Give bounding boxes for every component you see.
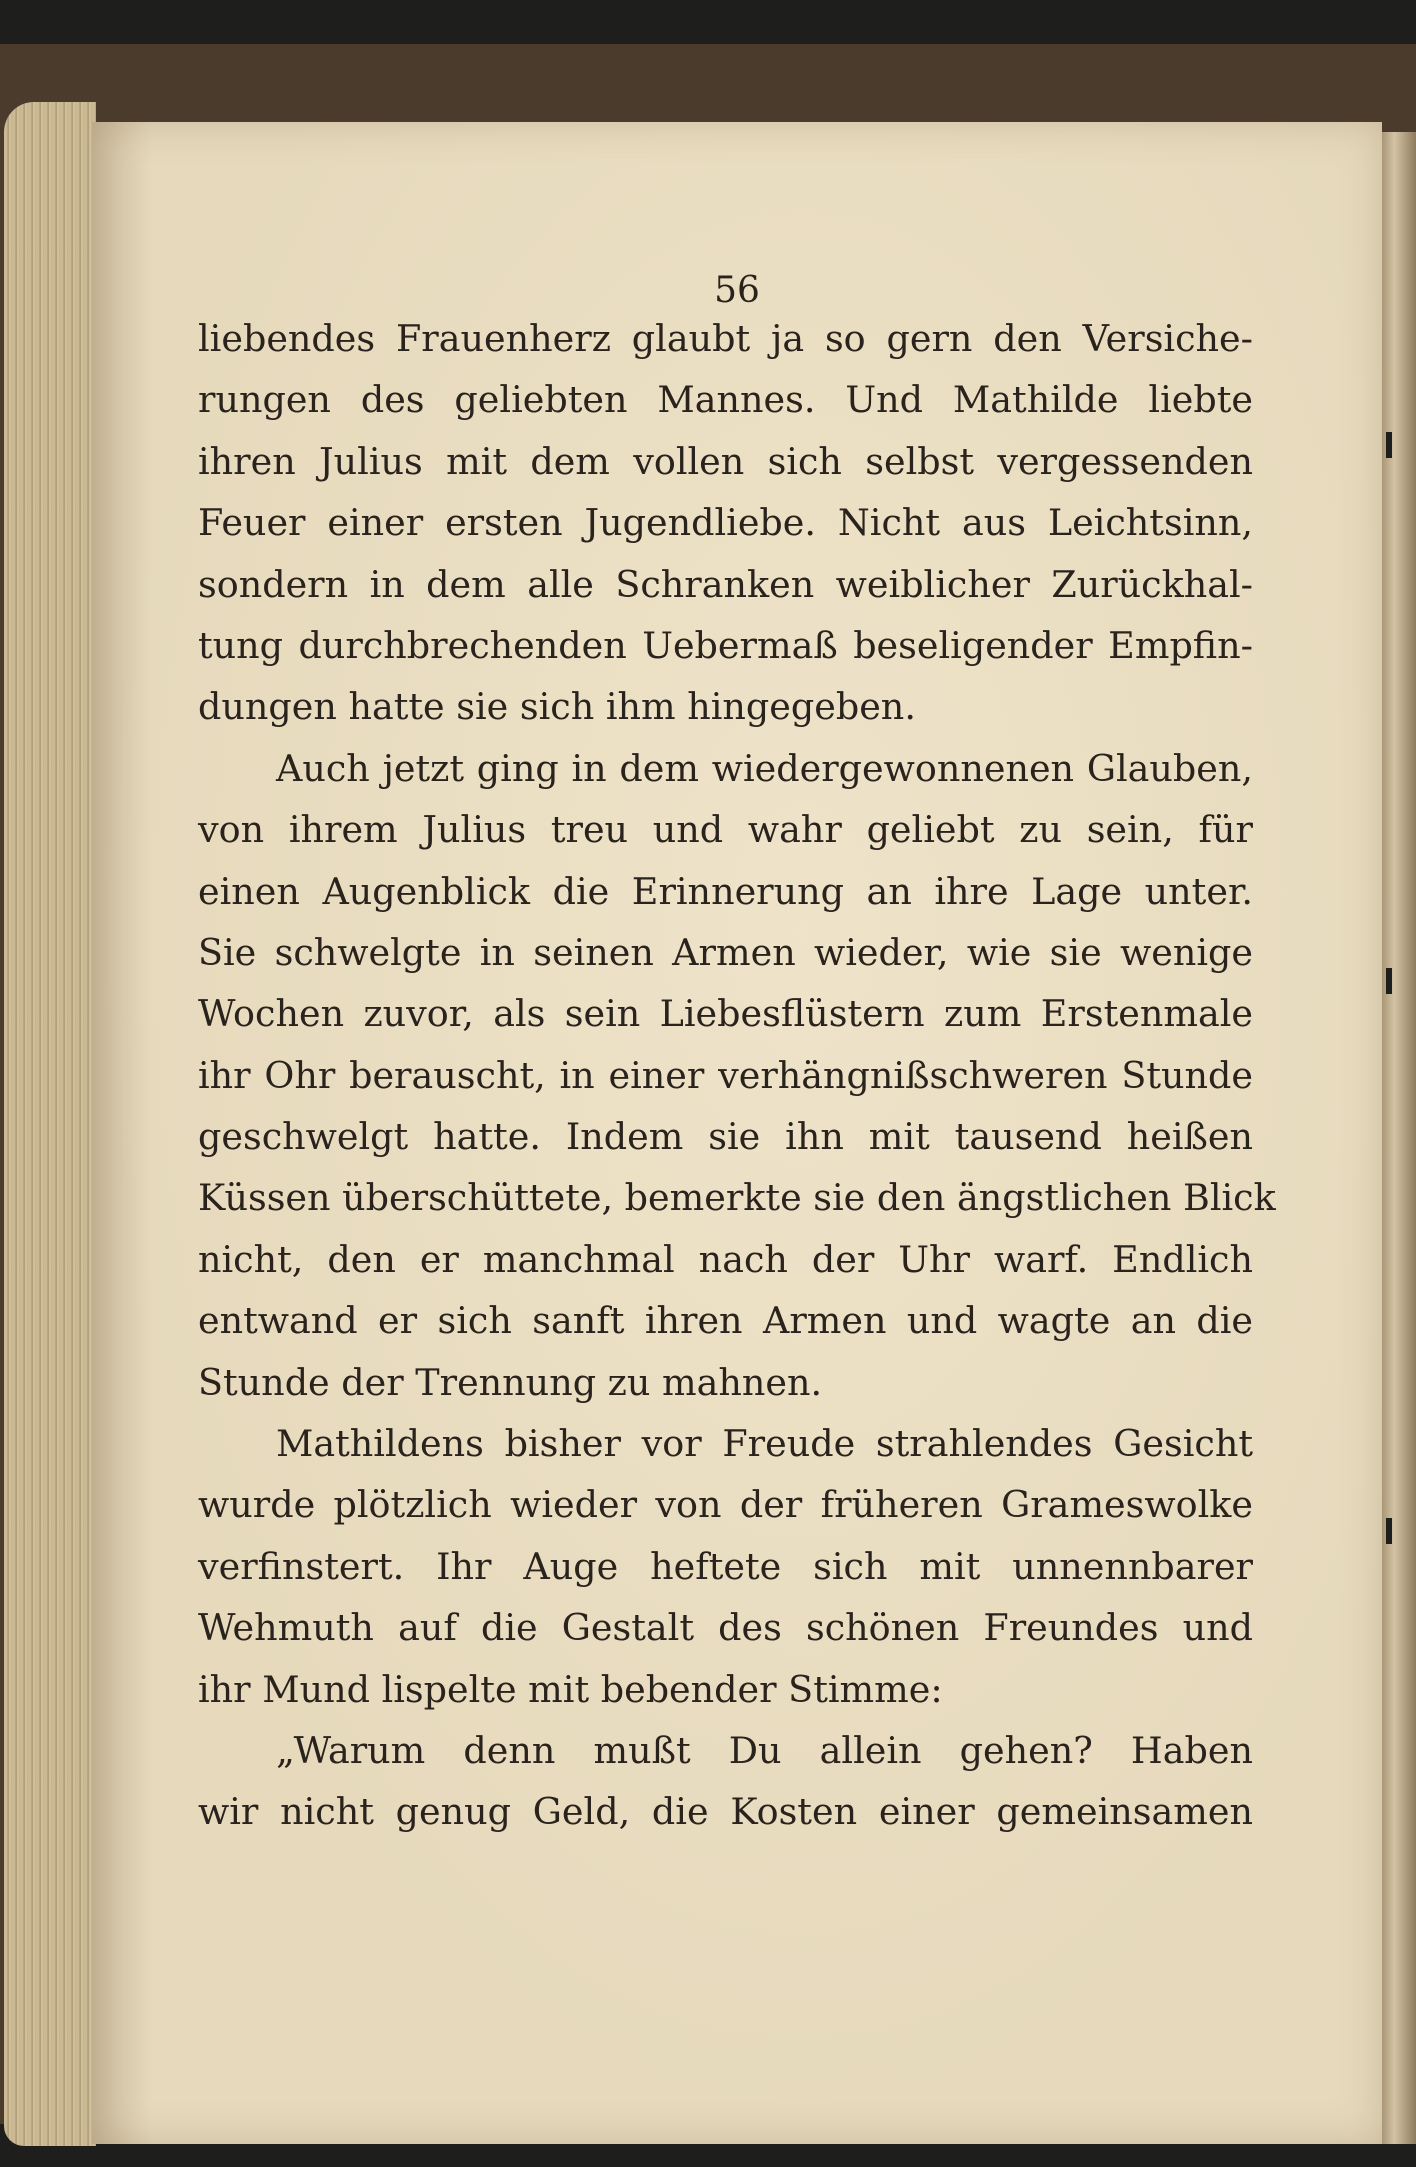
page-marker [1386,968,1392,994]
text-line: Küssen überschüttete, bemerkte sie den ängstlichen Blick [198,1176,1276,1220]
text-line: Sie schwelgte in seinen Armen wieder, wie sie wenige [198,930,1253,974]
text-line: Wochen zuvor, als sein Liebesflüstern zum Erstenmale [198,992,1253,1036]
page-marker [1386,432,1392,458]
text-line: dungen hatte sie sich ihm hingegeben. [198,685,916,729]
text-line: sondern in dem alle Schranken weiblicher Zurückhal- [198,562,1253,606]
text-line: entwand er sich sanft ihren Armen und wagte an die [198,1299,1253,1343]
text-line: tung durchbrechenden Uebermaß beseligender Empfin- [198,623,1253,667]
page-number: 56 [714,270,760,311]
text-line: liebendes Frauenherz glaubt ja so gern den Versiche- [198,317,1253,360]
page-edges [4,102,96,2146]
text-line: rungen des geliebten Mannes. Und Mathilde liebte [198,378,1253,422]
text-line: Stunde der Trennung zu mahnen. [198,1360,823,1404]
text-line: ihr Mund lispelte mit bebender Stimme: [198,1667,943,1711]
text-line: geschwelgt hatte. Indem sie ihn mit tausend heißen [198,1115,1253,1159]
text-line: Wehmuth auf die Gestalt des schönen Freundes und [198,1606,1253,1650]
text-line: verfinstert. Ihr Auge heftete sich mit unnennbarer [198,1544,1253,1588]
paragraph [198,308,1253,738]
text-line: wir nicht genug Geld, die Kosten einer gemeinsamen [198,1790,1253,1834]
page-marker [1386,1518,1392,1544]
text-line: einen Augenblick die Erinnerung an ihre Lage unter. [198,869,1253,913]
text-line: wurde plötzlich wieder von der früheren Grameswolke [198,1483,1253,1527]
body-text [198,308,1276,1843]
text-line: Feuer einer ersten Jugendliebe. Nicht aus Leichtsinn, [198,501,1253,545]
paragraph [198,1413,1253,1720]
text-line: ihr Ohr berauscht, in einer verhängnißschweren Stunde [198,1053,1253,1097]
text-line: Mathildens bisher vor Freude strahlendes Gesicht [276,1422,1253,1466]
paragraph [198,738,1276,1413]
paragraph [198,1720,1253,1843]
text-line: von ihrem Julius treu und wahr geliebt zu sein, für [198,808,1253,852]
text-line: ihren Julius mit dem vollen sich selbst vergessenden [198,439,1253,483]
text-line: nicht, den er manchmal nach der Uhr warf. Endlich [198,1237,1253,1281]
text-line: „Warum denn mußt Du allein gehen? Haben [276,1728,1253,1772]
text-line: Auch jetzt ging in dem wiedergewonnenen Glauben, [276,746,1253,790]
